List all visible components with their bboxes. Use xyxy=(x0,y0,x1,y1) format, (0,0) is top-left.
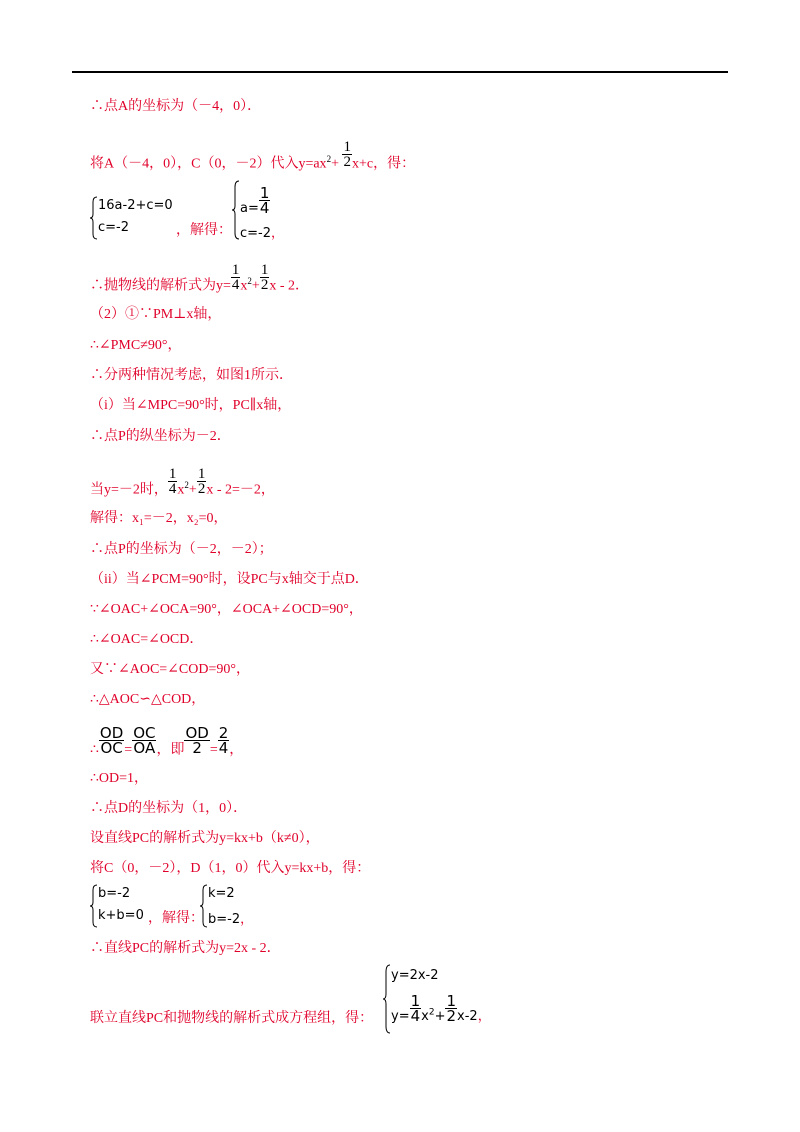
text-line-9: ∴点P的纵坐标为－2． xyxy=(90,429,231,444)
solve-text-1: ，解得： xyxy=(176,223,232,238)
text-line-21: 设直线PC的解析式为y=kx+b（k≠0）， xyxy=(90,831,320,846)
equation-system-1: 16a-2+c=0 c=-2 xyxy=(90,196,180,240)
text-line-12: ∴点P的坐标为（－2，－2）； xyxy=(90,542,273,557)
equation-system-5: y=2x-2 y= $\frac{1}{4}$ $x^2+$ $\frac{1}{2}$ x-2， xyxy=(383,964,503,1034)
equation-system-4: k=2 b=-2， xyxy=(200,884,270,928)
text-line-13: （ii）当∠PCM=90°时，设PC与x轴交于点D． xyxy=(90,572,369,587)
fraction-half: $\frac{1}{2}$ xyxy=(343,139,351,170)
equation-system-2: a= $\frac{1}{4}$ c=-2， xyxy=(232,180,292,240)
text-line-14: ∵∠OAC+∠OCA=90°，∠OCA+∠OCD=90°， xyxy=(90,602,363,617)
text-line-24: ∴直线PC的解析式为y=2x - 2． xyxy=(90,941,281,956)
text-line-2: 将A（－4，0），C（0，－2）代入$y=ax^2+$ $\frac{1}{2}$ x+c，得： xyxy=(90,139,416,172)
text-line-6: ∴∠PMC≠90°， xyxy=(90,338,182,353)
text-line-8: （i）当∠MPC=90°时，PC∥x轴， xyxy=(90,398,292,413)
text-line-15: ∴∠OAC=∠OCD． xyxy=(90,632,204,647)
brace-icon xyxy=(90,196,98,240)
text-line-16: 又∵∠AOC=∠COD=90°， xyxy=(90,662,250,677)
equation-system-3: b=-2 k+b=0 xyxy=(90,884,160,928)
text-line-7: ∴分两种情况考虑，如图1所示． xyxy=(90,368,293,383)
text-line-10: 当y=－2时， $\frac{1}{4}$ $x^2+$ $\frac{1}{2}$ x - 2=－2， xyxy=(90,466,275,498)
text-line-1: ∴点A的坐标为（－4，0）． xyxy=(90,99,262,114)
text-line-25: 联立直线PC和抛物线的解析式成方程组，得： xyxy=(90,1011,374,1026)
brace-icon xyxy=(232,180,240,240)
header-rule xyxy=(72,71,728,73)
text-line-4: ∴抛物线的解析式为y= $\frac{1}{4}$ $x^2+$ $\frac{1}{2}$ x - 2． xyxy=(90,262,309,294)
text-line-20: ∴点D的坐标为（1，0）． xyxy=(90,801,248,816)
brace-icon xyxy=(383,964,391,1034)
text-line-22: 将C（0，－2），D（1，0）代入y=kx+b，得： xyxy=(90,861,371,876)
brace-icon xyxy=(90,884,98,928)
text-line-11: 解得：x₁=－2，x₂=0， xyxy=(90,511,228,526)
text-line-17: ∴△AOC∽△COD， xyxy=(90,692,206,707)
text-line-19: ∴OD=1， xyxy=(90,771,149,786)
text-line-5: （2）①∵PM⊥x轴， xyxy=(90,307,222,322)
text-line-18: ∴ $\frac{OD}{OC}$ = $\frac{OC}{OA}$ ，即 $\frac{OD}{2}$ = $\frac{2}{4}$ ， xyxy=(90,724,244,758)
solve-text-2: ，解得： xyxy=(148,911,204,926)
brace-icon xyxy=(200,884,208,928)
